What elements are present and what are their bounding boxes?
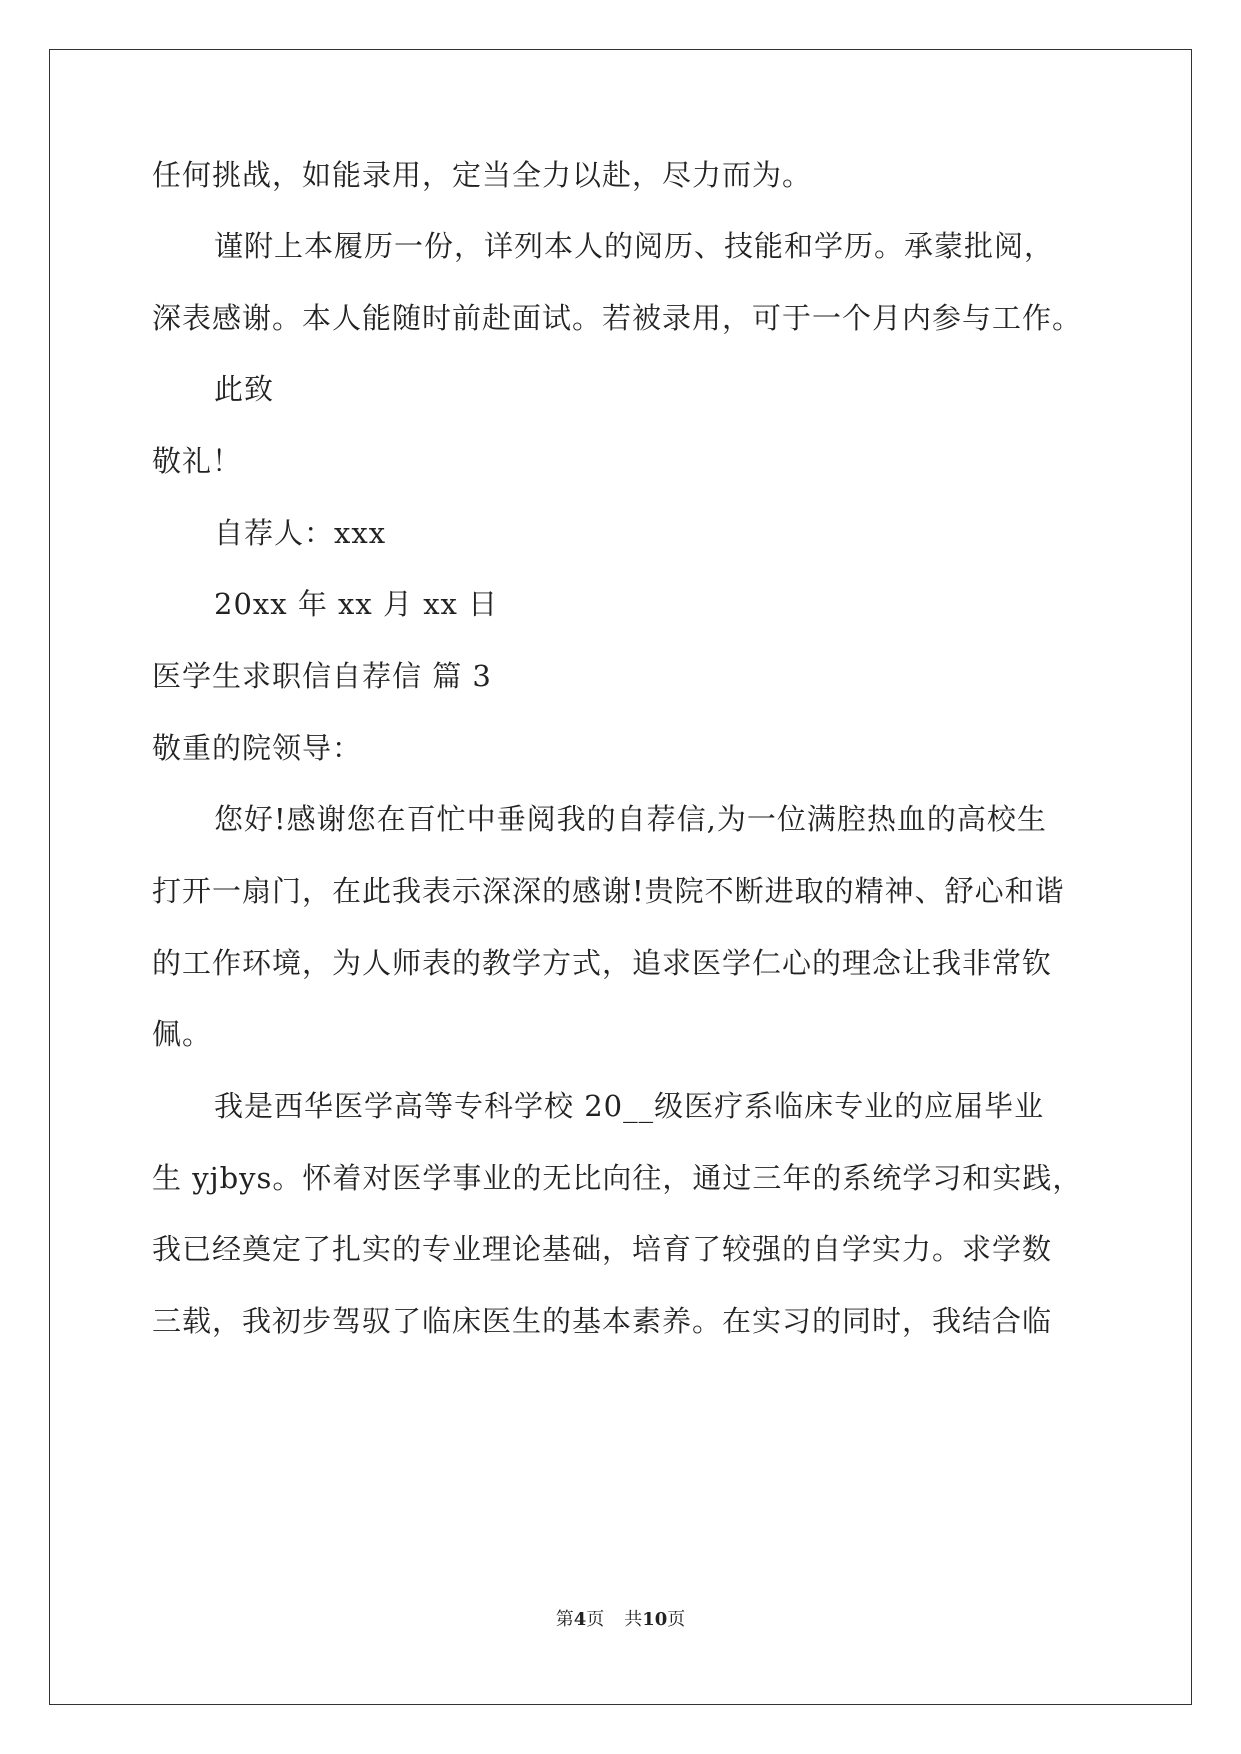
salutation: 敬重的院领导：	[152, 731, 363, 765]
body-line: 您好!感谢您在百忙中垂阅我的自荐信,为一位满腔热血的高校生	[214, 802, 1047, 836]
footer-total-suffix: 页	[667, 1609, 686, 1630]
footer-page-prefix: 第	[555, 1609, 574, 1630]
body-line: 的工作环境，为人师表的教学方式，追求医学仁心的理念让我非常钦	[152, 946, 1053, 980]
page-footer	[0, 1608, 1241, 1632]
footer-page-current: 4	[573, 1609, 587, 1630]
body-line: 生 yjbys。怀着对医学事业的无比向往，通过三年的系统学习和实践，	[152, 1161, 1083, 1195]
footer-page-mid: 页	[586, 1609, 605, 1630]
date-line: 20xx 年 xx 月 xx 日	[214, 587, 499, 621]
signature-line: 自荐人：xxx	[214, 516, 387, 550]
footer-page-total: 10	[642, 1609, 668, 1630]
body-line: 三载，我初步驾驭了临床医生的基本素养。在实习的同时，我结合临	[152, 1304, 1053, 1338]
body-line: 我已经奠定了扎实的专业理论基础，培育了较强的自学实力。求学数	[152, 1232, 1053, 1266]
body-line: 谨附上本履历一份，详列本人的阅历、技能和学历。承蒙批阅，	[214, 229, 1055, 263]
footer-total-prefix: 共	[624, 1609, 643, 1630]
closing-line: 此致	[214, 372, 275, 406]
body-line: 任何挑战，如能录用，定当全力以赴，尽力而为。	[152, 158, 813, 192]
section-heading: 医学生求职信自荐信 篇 3	[152, 659, 492, 693]
body-line: 打开一扇门，在此我表示深深的感谢!贵院不断进取的精神、舒心和谐	[152, 874, 1065, 908]
body-line: 我是西华医学高等专科学校 20__级医疗系临床专业的应届毕业	[214, 1089, 1045, 1123]
body-line: 佩。	[152, 1017, 213, 1051]
closing-salute: 敬礼！	[152, 444, 243, 478]
body-line: 深表感谢。本人能随时前赴面试。若被录用，可于一个月内参与工作。	[152, 301, 1083, 335]
